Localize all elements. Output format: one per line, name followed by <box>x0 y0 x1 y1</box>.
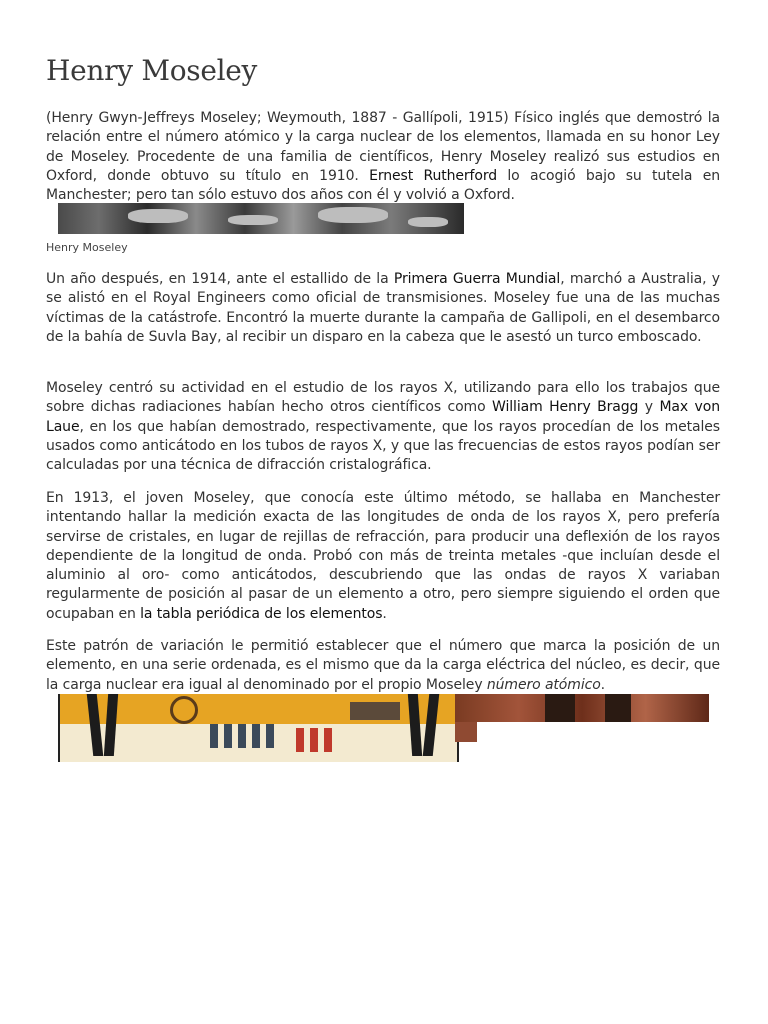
illustration-battle-photo <box>455 694 709 722</box>
page-title: Henry Moseley <box>46 54 258 87</box>
link-primera-guerra-mundial[interactable]: Primera Guerra Mundial <box>393 271 561 287</box>
xrays-text-1: Moseley centró su actividad en el estudio de los rayos X, utilizando para ello los trabajos que sobre dichas radiaciones habían hecho otros científicos como <box>46 380 720 416</box>
paragraph-atomic-number <box>46 637 720 695</box>
numero-atomico-term: número atómico <box>486 676 601 693</box>
paragraph-war <box>46 270 720 347</box>
link-tabla-periodica[interactable]: la tabla periódica de los elementos <box>140 605 383 622</box>
intro-paragraph <box>46 109 720 205</box>
figure-caption: Henry Moseley <box>46 241 128 254</box>
paragraph-manchester <box>46 489 720 624</box>
war-text-1: Un año después, en 1914, ante el estallido de la <box>46 271 389 287</box>
atomic-text-2: . <box>600 676 606 693</box>
xrays-text-2: y <box>644 399 653 416</box>
manchester-text-2: . <box>382 605 387 622</box>
war-text-2: , marchó a Australia, y se alistó en el Royal Engineers como oficial de transmisiones. Moseley fue una de las muchas víctimas de la catástrofe. Encontró la muerte durante la campaña de Gallipoli, en el desembarco de la bahía de Suvla Bay, al recibir un disparo en la cabeza que le asestó un turco emboscado. <box>46 271 720 345</box>
intro-text-2: lo acogió bajo su tutela en Manchester; pero tan sólo estuvo dos años con él y volvió a Oxford. <box>46 167 720 204</box>
link-william-henry-bragg[interactable]: William Henry Bragg <box>492 399 639 416</box>
moseley-photo <box>58 203 464 234</box>
intro-text-1: (Henry Gwyn-Jeffreys Moseley; Weymouth, 1887 - Gallípoli, 1915) Físico inglés que demostró la relación entre el número atómico y la carga nuclear de los elementos, llamada en su honor Ley de Moseley. Procedente de una familia de científicos, Henry Moseley realizó sus estudios en Oxford, donde obtuvo su título en 1910. <box>46 110 720 184</box>
link-ernest-rutherford[interactable]: Ernest Rutherford <box>369 167 498 184</box>
atomic-text-1: Este patrón de variación le permitió establecer que el número que marca la posición de un elemento, en una serie ordenada, es el mismo que da la carga eléctrica del núcleo, es decir, que la carga nuclear era igual al denominado por el propio Moseley <box>46 638 720 693</box>
manchester-text-1: En 1913, el joven Moseley, que conocía este último método, se hallaba en Manchester intentando hallar la medición exacta de las longitudes de onda de los rayos X, pero prefería servirse de cristales, en lugar de rejillas de refracción, para producir una deflexión de los rayos dependiente de la longitud de onda. Probó con más de treinta metales -que incluían desde el aluminio al oro- como anticátodos, descubriendo que las ondas de rayos X variaban regularmente de posición al pasar de un elemento a otro, pero siempre siguiendo el orden que ocupaban en <box>46 490 720 622</box>
xrays-text-3: , en los que habían demostrado, respectivamente, que los rayos procedían de los metales usados como anticátodo en los tubos de rayos X, y que las frecuencias de estos rayos podían ser calculadas por una técnica de difracción cristalográfica. <box>46 418 720 474</box>
link-max-von-laue[interactable]: Max von Laue <box>46 399 720 435</box>
illustration-battle-photo-corner <box>455 722 477 742</box>
illustration-soldiers <box>58 694 459 762</box>
paragraph-xrays <box>46 379 720 475</box>
